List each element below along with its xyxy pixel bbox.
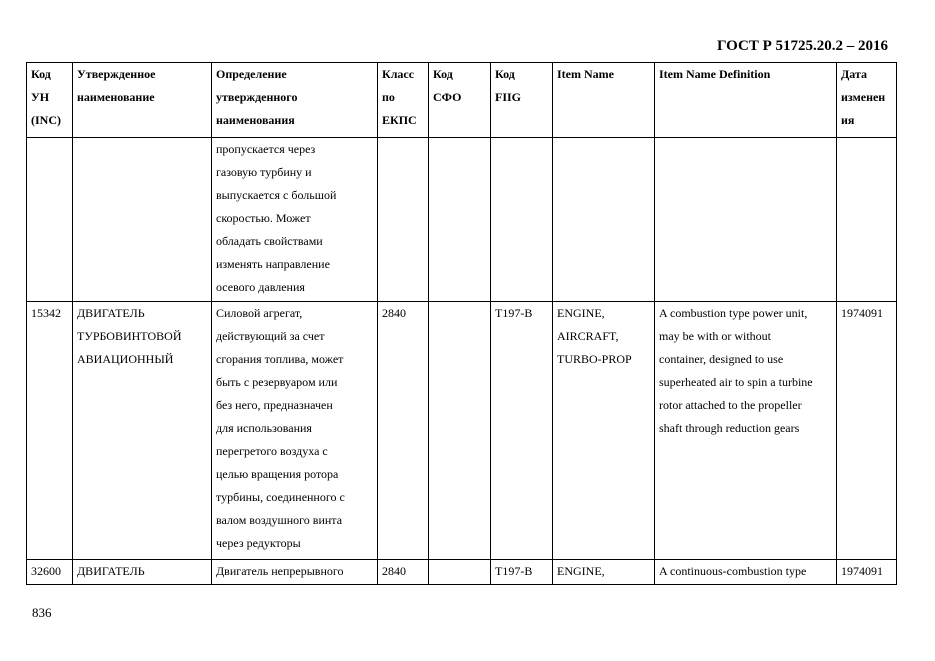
table-header-row xyxy=(27,63,897,138)
cell-item-definition xyxy=(655,138,837,302)
cell-class: 2840 xyxy=(378,302,429,560)
cell-item-definition: A continuous-combustion type xyxy=(655,560,837,585)
cell-item-name: ENGINE, AIRCRAFT, TURBO-PROP xyxy=(553,302,655,560)
header-sfo-code: Код СФО xyxy=(429,63,491,138)
document-title: ГОСТ Р 51725.20.2 – 2016 xyxy=(716,38,888,54)
cell-approved-name: ДВИГАТЕЛЬ ТУРБОВИНТОВОЙ АВИАЦИОННЫЙ xyxy=(73,302,212,560)
header-change-date: Дата изменен ия xyxy=(837,63,897,138)
table-row xyxy=(27,138,897,302)
cell-sfo xyxy=(429,302,491,560)
header-item-name: Item Name xyxy=(553,63,655,138)
header-ekps-class: Класс по ЕКПС xyxy=(378,63,429,138)
table-row xyxy=(27,302,897,560)
cell-inc: 32600 xyxy=(27,560,73,585)
cell-item-name xyxy=(553,138,655,302)
cell-inc: 15342 xyxy=(27,302,73,560)
cell-class: 2840 xyxy=(378,560,429,585)
header-fiig-code: Код FIIG xyxy=(491,63,553,138)
cell-item-name: ENGINE, xyxy=(553,560,655,585)
catalog-table xyxy=(26,62,897,585)
cell-fiig: T197-B xyxy=(491,302,553,560)
cell-definition: пропускается через газовую турбину и выпускается с большой скоростью. Может обладать свойствами изменять направление осевого давления xyxy=(212,138,378,302)
page-number: 836 xyxy=(32,605,52,620)
header-inc: Код УН (INC) xyxy=(27,63,73,138)
cell-fiig xyxy=(491,138,553,302)
cell-class xyxy=(378,138,429,302)
cell-inc xyxy=(27,138,73,302)
cell-approved-name: ДВИГАТЕЛЬ xyxy=(73,560,212,585)
cell-date xyxy=(837,138,897,302)
cell-sfo xyxy=(429,560,491,585)
header-approved-name: Утвержденное наименование xyxy=(73,63,212,138)
cell-date: 1974091 xyxy=(837,302,897,560)
cell-date: 1974091 xyxy=(837,560,897,585)
table-row xyxy=(27,560,897,585)
header-name-definition: Определение утвержденного наименования xyxy=(212,63,378,138)
cell-approved-name xyxy=(73,138,212,302)
cell-definition: Двигатель непрерывного xyxy=(212,560,378,585)
cell-item-definition: A combustion type power unit, may be with or without container, designed to use superheated air to spin a turbine rotor attached to the propeller shaft through reduction gears xyxy=(655,302,837,560)
header-item-name-definition: Item Name Definition xyxy=(655,63,837,138)
cell-fiig: T197-B xyxy=(491,560,553,585)
cell-sfo xyxy=(429,138,491,302)
cell-definition: Силовой агрегат, действующий за счет сгорания топлива, может быть с резервуаром или без него, предназначен для использования перегретого воздуха с целью вращения ротора турбины, соединенного с валом воздушного винта через редукторы xyxy=(212,302,378,560)
